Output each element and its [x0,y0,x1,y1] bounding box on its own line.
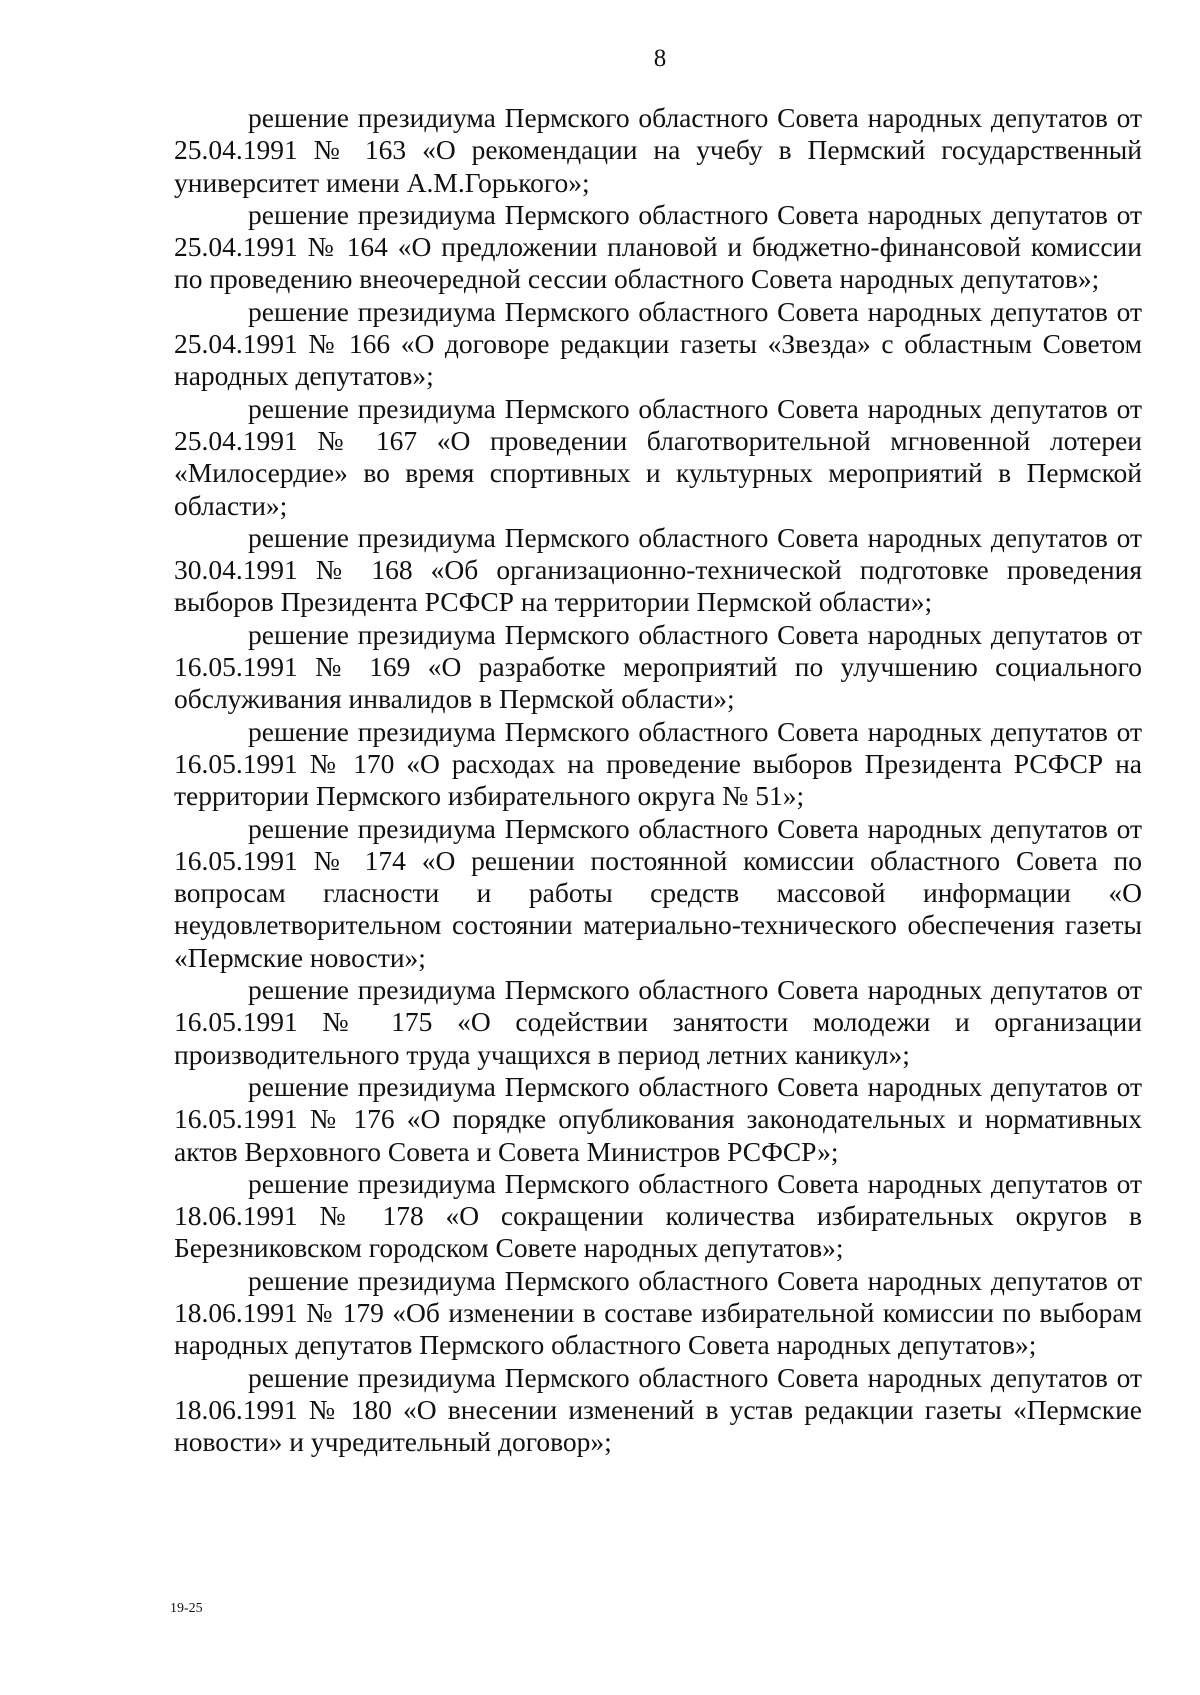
paragraph: решение президиума Пермского областного Совета народных депутатов от 16.05.1991 № 175 «О содействии занятости молодежи и организации производительного труда учащихся в период летних каникул»; [174,974,1142,1070]
paragraph: решение президиума Пермского областного Совета народных депутатов от 18.06.1991 № 180 «О внесении изменений в устав редакции газеты «Пермские новости» и учредительный договор»; [174,1361,1142,1458]
paragraph: решение президиума Пермского областного Совета народных депутатов от 25.04.1991 № 166 «О договоре редакции газеты «Звезда» с областным Советом народных депутатов»; [174,295,1142,392]
paragraph: решение президиума Пермского областного Совета народных депутатов от 25.04.1991 № 163 «О рекомендации на учебу в Пермский государственный университет имени А.М.Горького»; [174,102,1142,198]
paragraph: решение президиума Пермского областного Совета народных депутатов от 25.04.1991 № 167 «О проведении благотворительной мгновенной лотереи «Милосердие» во время спортивных и культурных мероприятий в Пермской области»; [174,392,1142,521]
paragraph: решение президиума Пермского областного Совета народных депутатов от 16.05.1991 № 169 «О разработке мероприятий по улучшению социального обслуживания инвалидов в Пермской области»; [174,618,1142,715]
paragraph: решение президиума Пермского областного Совета народных депутатов от 18.06.1991 № 179 «Об изменении в составе избирательной комиссии по выборам народных депутатов Пермского областного Совета народных депутатов»; [174,1264,1142,1361]
paragraph: решение президиума Пермского областного Совета народных депутатов от 30.04.1991 № 168 «Об организационно-технической подготовке проведения выборов Президента РСФСР на территории Пермской области»; [174,521,1142,618]
document-body [174,102,1142,1458]
footer-code: 19-25 [170,1601,203,1616]
paragraph: решение президиума Пермского областного Совета народных депутатов от 18.06.1991 № 178 «О сокращении количества избирательных округов в Березниковском городском Совете народных депутатов»; [174,1167,1142,1264]
paragraph: решение президиума Пермского областного Совета народных депутатов от 16.05.1991 № 170 «О расходах на проведение выборов Президента РСФСР на территории Пермского избирательного округа № 51»; [174,715,1142,812]
paragraph: решение президиума Пермского областного Совета народных депутатов от 16.05.1991 № 174 «О решении постоянной комиссии областного Совета по вопросам гласности и работы средств массовой информации «О неудовлетворительном состоянии материально-технического обеспечения газеты «Пермские новости»; [174,812,1142,973]
paragraph: решение президиума Пермского областного Совета народных депутатов от 16.05.1991 № 176 «О порядке опубликования законодательных и нормативных актов Верховного Совета и Совета Министров РСФСР»; [174,1070,1142,1167]
paragraph: решение президиума Пермского областного Совета народных депутатов от 25.04.1991 № 164 «О предложении плановой и бюджетно-финансовой комиссии по проведению внеочередной сессии областного Совета народных депутатов»; [174,198,1142,295]
page-number: 8 [653,45,667,72]
